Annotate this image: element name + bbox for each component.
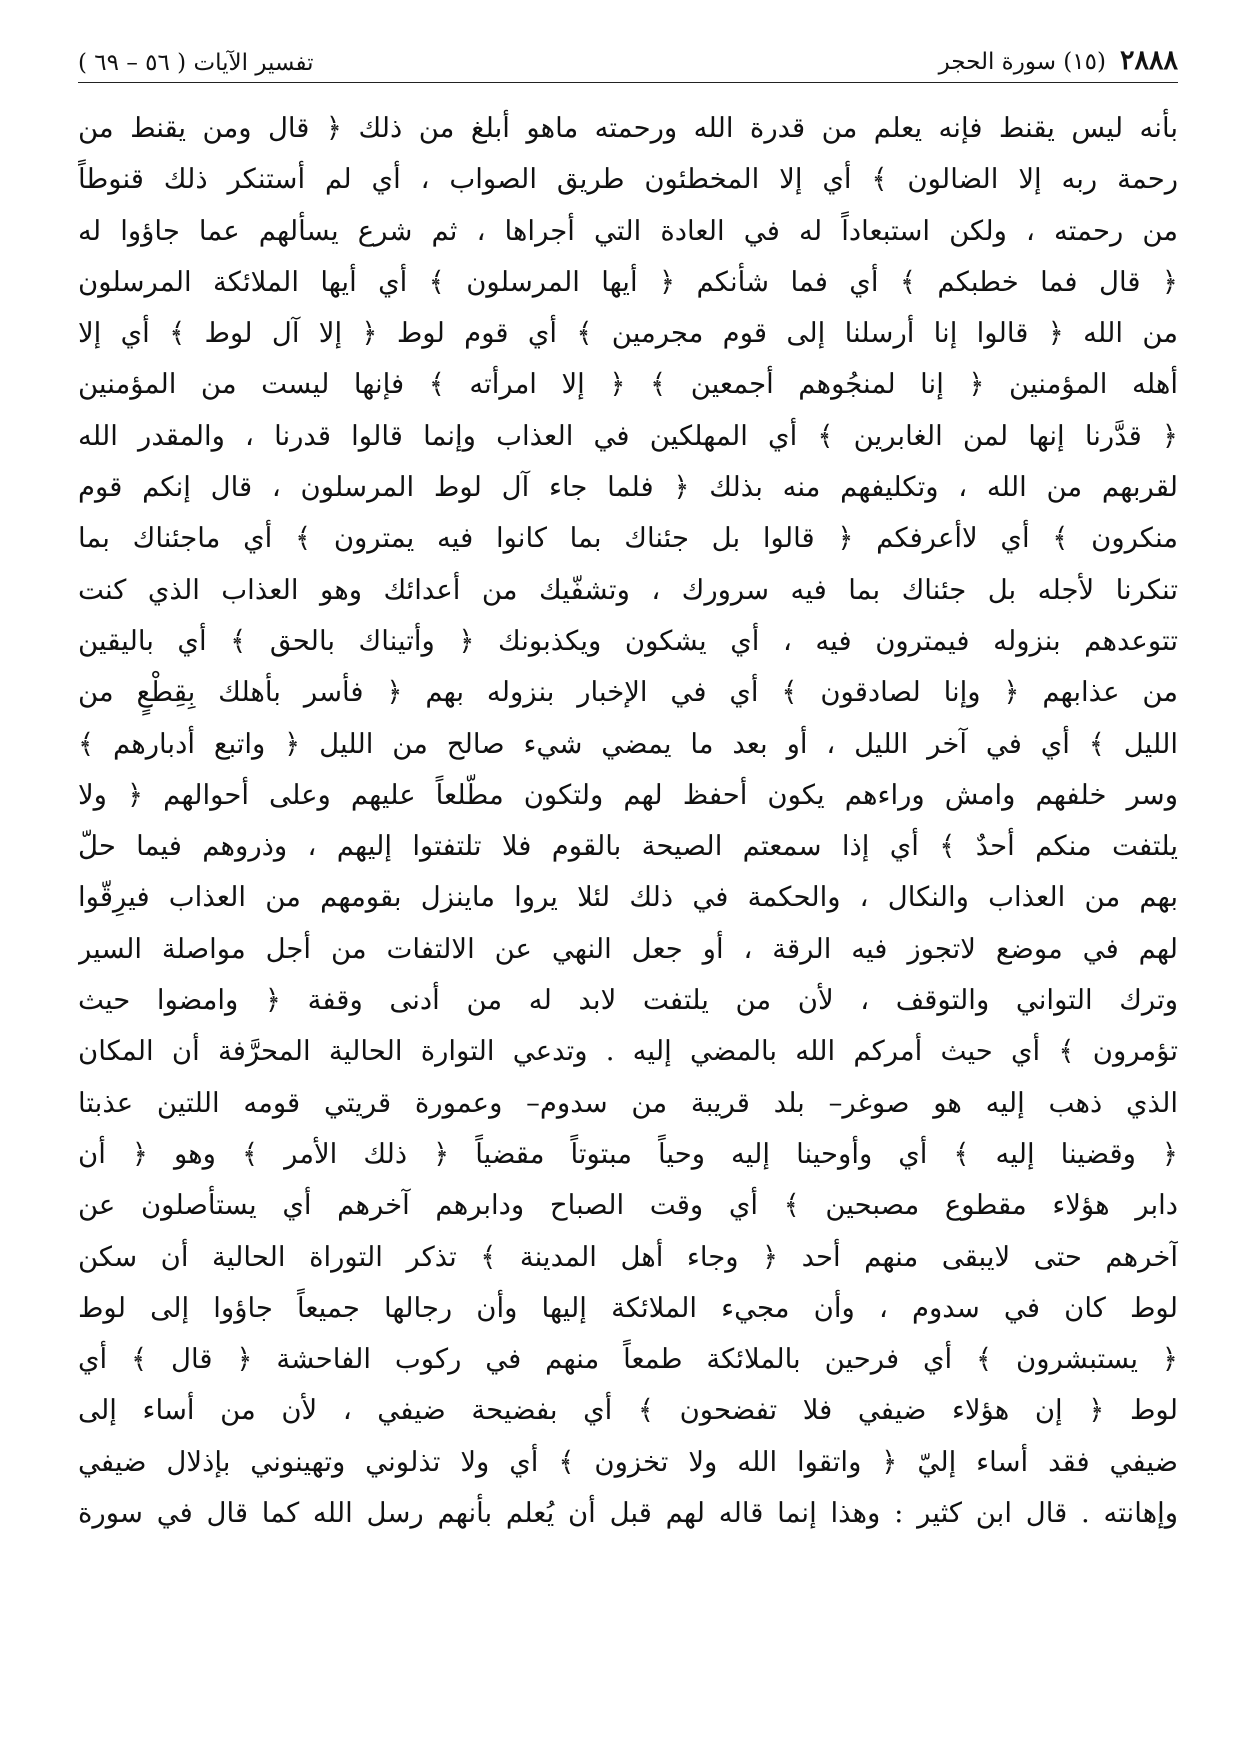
text-line: الذي ذهب إليه هو صوغر– بلد قريبة من سدوم– وعمورة قريتي قومه اللتين عذبتا [78, 1086, 1178, 1119]
text-line: وسر خلفهم وامش وراءهم يكون أحفظ لهم ولتكون مطّلعاً عليهم وعلى أحوالهم ﴿ ولا [78, 778, 1178, 811]
text-line: تنكرنا لأجله بل جئناك بما فيه سرورك ، وتشفّيك من أعدائك وهو العذاب الذي كنت [78, 573, 1178, 606]
surah-label: (١٥) سورة الحجر [938, 49, 1106, 75]
text-line: وإهانته . قال ابن كثير : وهذا إنما قاله لهم قبل أن يُعلم بأنهم رسل الله كما قال في سورة [78, 1497, 1178, 1530]
book-page [78, 32, 1178, 1732]
text-line: من عذابهم ﴿ وإنا لصادقون ﴾ أي في الإخبار بنزوله بهم ﴿ فأسر بأهلك بِقِطْعٍ من [78, 676, 1178, 709]
text-line: ﴿ وقضينا إليه ﴾ أي وأوحينا إليه وحياً مبتوتاً مقضياً ﴿ ذلك الأمر ﴾ وهو ﴿ أن [78, 1137, 1178, 1170]
text-line: بأنه ليس يقنط فإنه يعلم من قدرة الله ورحمته ماهو أبلغ من ذلك ﴿ قال ومن يقنط من [78, 112, 1178, 144]
text-line: لقربهم من الله ، وتكليفهم منه بذلك ﴿ فلما جاء آل لوط المرسلون ، قال إنكم قوم [78, 471, 1178, 504]
text-line: ﴿ قدَّرنا إنها لمن الغابرين ﴾ أي المهلكين في العذاب وإنما قالوا قدرنا ، والمقدر الله [78, 419, 1178, 452]
running-header [78, 32, 1178, 83]
text-line: ضيفي فقد أساء إليّ ﴿ واتقوا الله ولا تخزون ﴾ أي ولا تذلوني وتهينوني بإذلال ضيفي [78, 1445, 1178, 1478]
text-line: وترك التواني والتوقف ، لأن من يلتفت لابد له من أدنى وقفة ﴿ وامضوا حيث [78, 984, 1178, 1017]
text-line: آخرهم حتى لايبقى منهم أحد ﴿ وجاء أهل المدينة ﴾ تذكر التوراة الحالية أن سكن [78, 1240, 1178, 1273]
text-line: تؤمرون ﴾ أي حيث أمركم الله بالمضي إليه . وتدعي التوارة الحالية المحرَّفة أن المكان [78, 1035, 1178, 1068]
page-number: ٢٨٨٨ [1119, 45, 1178, 76]
text-line: رحمة ربه إلا الضالون ﴾ أي إلا المخطئون طريق الصواب ، أي لم أستنكر ذلك قنوطاً [78, 163, 1178, 196]
section-title: تفسير الآيات ( ٥٦ – ٦٩ ) [78, 50, 314, 76]
header-right [939, 45, 1178, 76]
text-line: من الله ﴿ قالوا إنا أرسلنا إلى قوم مجرمين ﴾ أي قوم لوط ﴿ إلا آل لوط ﴾ أي إلا [78, 317, 1178, 350]
text-line: من رحمته ، ولكن استبعاداً له في العادة التي أجراها ، ثم شرع يسألهم عما جاؤوا له [78, 214, 1178, 247]
text-line: دابر هؤلاء مقطوع مصبحين ﴾ أي وقت الصباح ودابرهم آخرهم أي يستأصلون عن [78, 1189, 1178, 1222]
text-line: لوط كان في سدوم ، وأن مجيء الملائكة إليها وأن رجالها جميعاً جاؤوا إلى لوط [78, 1291, 1178, 1324]
text-line: منكرون ﴾ أي لاأعرفكم ﴿ قالوا بل جئناك بما كانوا فيه يمترون ﴾ أي ماجئناك بما [78, 522, 1178, 555]
text-line: يلتفت منكم أحدٌ ﴾ أي إذا سمعتم الصيحة بالقوم فلا تلتفتوا إليهم ، وذروهم فيما حلّ [78, 830, 1178, 863]
text-line: الليل ﴾ أي في آخر الليل ، أو بعد ما يمضي شيء صالح من الليل ﴿ واتبع أدبارهم ﴾ [78, 727, 1178, 760]
text-line: ﴿ يستبشرون ﴾ أي فرحين بالملائكة طمعاً منهم في ركوب الفاحشة ﴿ قال ﴾ أي [78, 1343, 1178, 1376]
text-line: لهم في موضع لاتجوز فيه الرقة ، أو جعل النهي عن الالتفات من أجل مواصلة السير [78, 932, 1178, 965]
text-line: أهله المؤمنين ﴿ إنا لمنجُوهم أجمعين ﴾ ﴿ إلا امرأته ﴾ فإنها ليست من المؤمنين [78, 368, 1178, 401]
text-line: تتوعدهم بنزوله فيمترون فيه ، أي يشكون ويكذبونك ﴿ وأتيناك بالحق ﴾ أي باليقين [78, 624, 1178, 657]
text-line: بهم من العذاب والنكال ، والحكمة في ذلك لئلا يروا ماينزل بقومهم من العذاب فيرِقّوا [78, 881, 1178, 914]
text-line: لوط ﴿ إن هؤلاء ضيفي فلا تفضحون ﴾ أي بفضيحة ضيفي ، لأن من أساء إلى [78, 1394, 1178, 1427]
tafsir-body [78, 103, 1178, 1539]
text-line: ﴿ قال فما خطبكم ﴾ أي فما شأنكم ﴿ أيها المرسلون ﴾ أي أيها الملائكة المرسلون [78, 265, 1178, 298]
